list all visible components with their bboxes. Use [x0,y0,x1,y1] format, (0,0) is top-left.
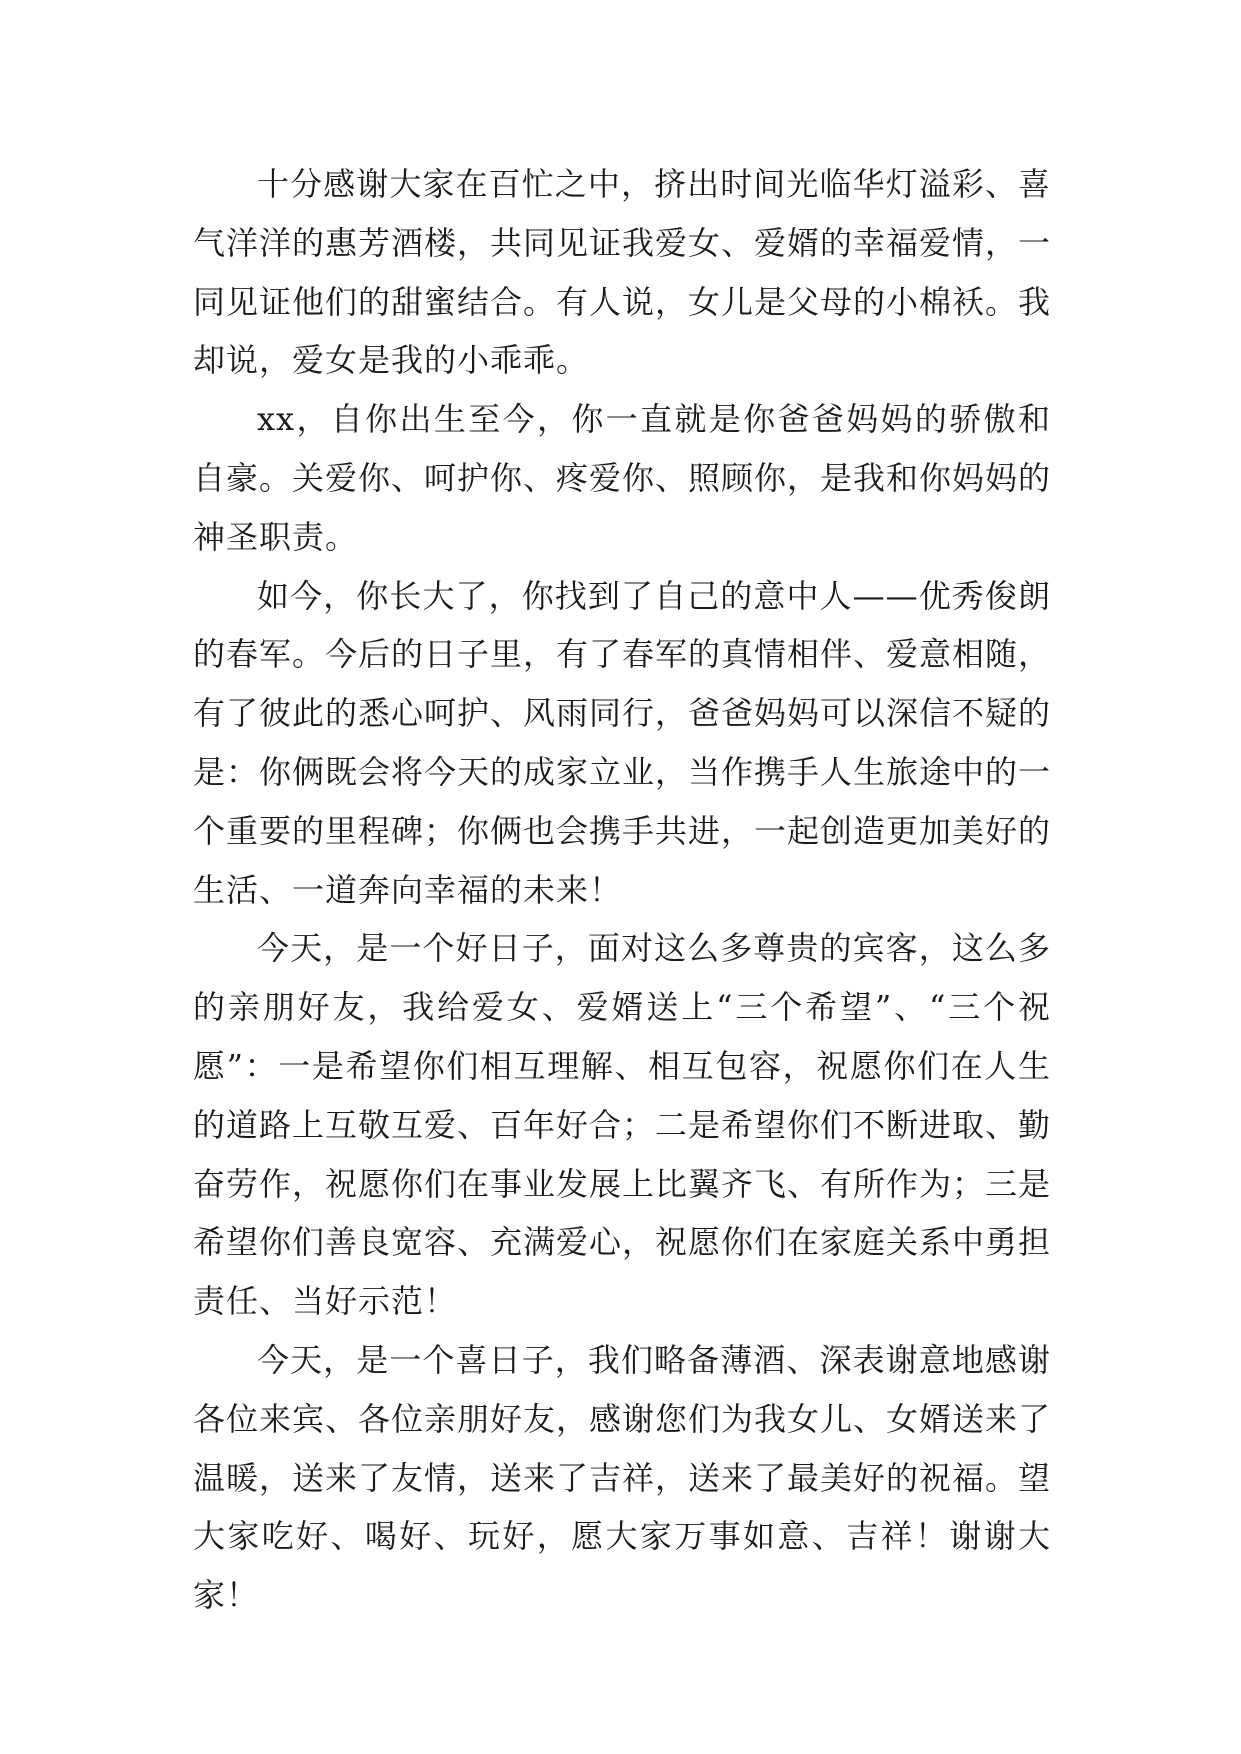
document-body [193,155,1051,1625]
paragraph-4: 今天，是一个好日子，面对这么多尊贵的宾客，这么多的亲朋好友，我给爱女、爱婿送上“三个希望”、“三个祝愿”：一是希望你们相互理解、相互包容，祝愿你们在人生的道路上互敬互爱、百年好合；二是希望你们不断进取、勤奋劳作，祝愿你们在事业发展上比翼齐飞、有所作为；三是希望你们善良宽容、充满爱心，祝愿你们在家庭关系中勇担责任、当好示范！ [193,929,1052,1321]
paragraph-1: 十分感谢大家在百忙之中，挤出时间光临华灯溢彩、喜气洋洋的惠芳酒楼，共同见证我爱女、爱婿的幸福爱情，一同见证他们的甜蜜结合。有人说，女儿是父母的小棉袄。我却说，爱女是我的小乖乖。 [193,165,1052,380]
paragraph-2: xx，自你出生至今，你一直就是你爸爸妈妈的骄傲和自豪。关爱你、呵护你、疼爱你、照顾你，是我和你妈妈的神圣职责。 [193,400,1052,556]
paragraph-3: 如今，你长大了，你找到了自己的意中人——优秀俊朗的春军。今后的日子里，有了春军的真情相伴、爱意相随，有了彼此的悉心呵护、风雨同行，爸爸妈妈可以深信不疑的是：你俩既会将今天的成家立业，当作携手人生旅途中的一个重要的里程碑；你俩也会携手共进，一起创造更加美好的生活、一道奔向幸福的未来！ [193,576,1052,909]
paragraph-5: 今天，是一个喜日子，我们略备薄酒、深表谢意地感谢各位来宾、各位亲朋好友，感谢您们为我女儿、女婿送来了温暖，送来了友情，送来了吉祥，送来了最美好的祝福。望大家吃好、喝好、玩好，愿大家万事如意、吉祥！谢谢大家！ [193,1340,1052,1615]
